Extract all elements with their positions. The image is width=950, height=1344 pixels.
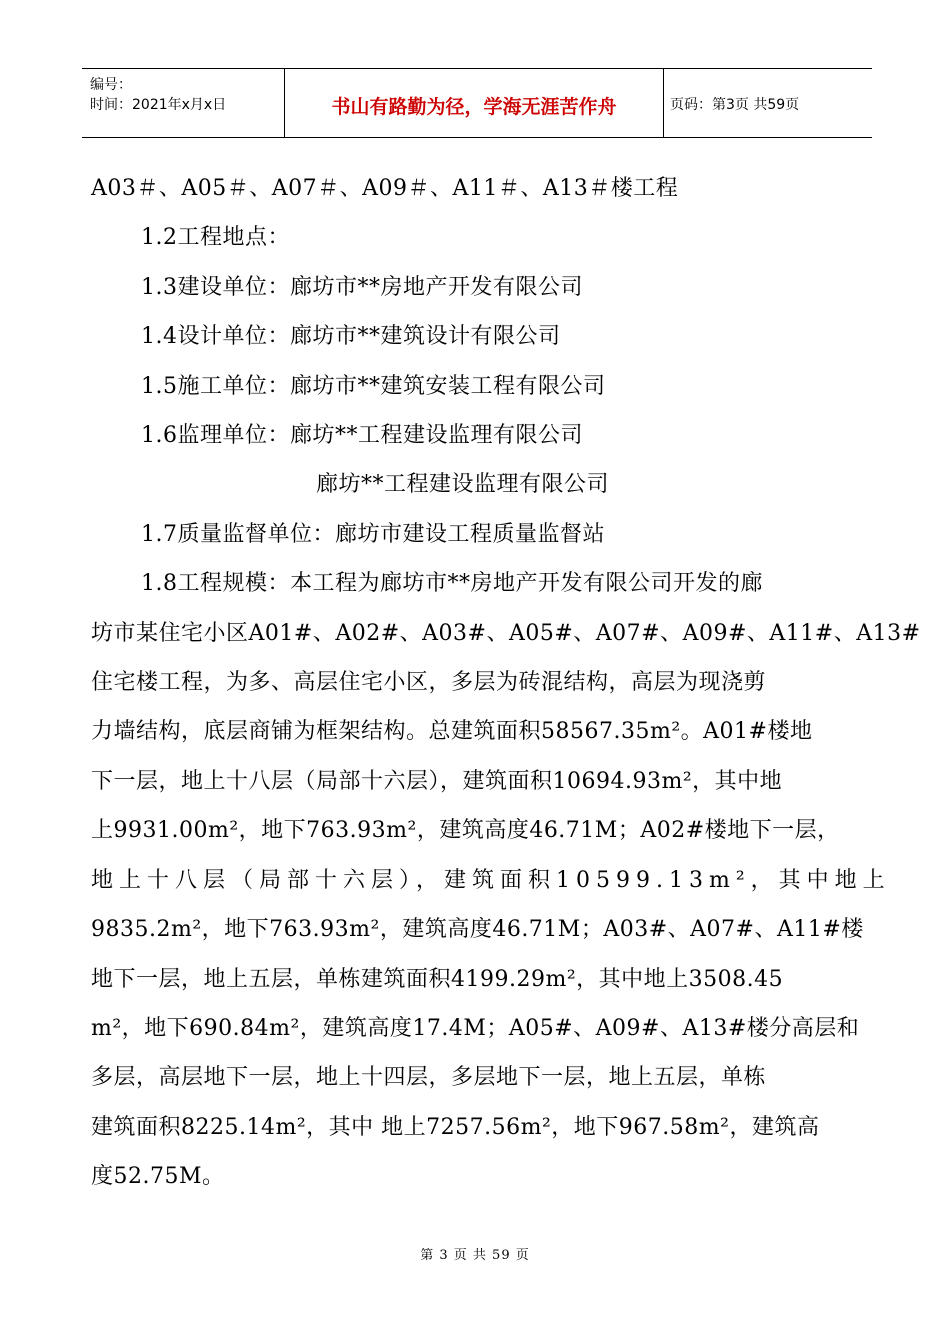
document-body [91,164,921,1202]
page-header [82,68,872,138]
page-footer: 第 3 页 共 59 页 [420,1248,530,1263]
item-project-location: 1.2工程地点： [141,225,290,251]
header-middle-cell [284,69,664,137]
paragraph-line: 住宅楼工程，为多、高层住宅小区，多层为砖混结构，高层为现浇剪 [91,670,767,696]
paragraph-line: 1.8工程规模：本工程为廊坊市**房地产开发有限公司开发的廊 [141,571,763,597]
item-supervision-unit: 1.6监理单位：廊坊**工程建设监理有限公司 [141,423,583,449]
paragraph-line: 地下一层，地上五层，单栋建筑面积4199.29m²，其中地上3508.45 [91,966,784,992]
paragraph-line: 下一层，地上十八层（局部十六层），建筑面积10694.93m²，其中地 [91,768,783,794]
paragraph-line: 坊市某住宅小区A01#、A02#、A03#、A05#、A07#、A09#、A11#、A13# [91,620,921,646]
paragraph-line: 9835.2m²，地下763.93m²，建筑高度46.71M；A03#、A07#、A11#楼 [91,917,864,943]
item-quality-supervision-unit: 1.7质量监督单位：廊坊市建设工程质量监督站 [141,521,605,547]
paragraph-line: 力墙结构，底层商铺为框架结构。总建筑面积58567.35m²。A01#楼地 [91,719,813,745]
paragraph-line: 多层，高层地下一层，地上十四层，多层地下一层，地上五层，单栋 [91,1065,767,1091]
paragraph-line: 建筑面积8225.14m²，其中 地上7257.56m²，地下967.58m²，建筑高 [91,1114,820,1140]
item-supervision-unit-continued: 廊坊**工程建设监理有限公司 [316,472,610,498]
paragraph-line: 地上十八层（局部十六层），建筑面积10599.13m²，其中地上 [91,867,891,893]
item-construction-unit: 1.3建设单位：廊坊市**房地产开发有限公司 [141,274,583,300]
page-number-label: 页码：第3页 共59页 [670,97,800,113]
item-design-unit: 1.4设计单位：廊坊市**建筑设计有限公司 [141,324,561,350]
paragraph-line: m²，地下690.84m²，建筑高度17.4M；A05#、A09#、A13#楼分高层和 [91,1015,860,1041]
number-label: 编号： [90,77,132,93]
header-right-cell [662,69,872,137]
motto-text: 书山有路勤为径，学海无涯苦作舟 [331,96,617,118]
project-scale-paragraph [91,559,921,1201]
project-buildings-line: A03＃、A05＃、A07＃、A09＃、A11＃、A13＃楼工程 [91,176,679,201]
time-label: 时间：2021年x月x日 [90,97,227,113]
header-left-cell [82,69,284,137]
paragraph-line: 上9931.00m²，地下763.93m²，建筑高度46.71M；A02#楼地下一层， [91,818,840,844]
paragraph-line: 度52.75M。 [91,1164,225,1190]
item-builder-unit: 1.5施工单位：廊坊市**建筑安装工程有限公司 [141,373,606,399]
